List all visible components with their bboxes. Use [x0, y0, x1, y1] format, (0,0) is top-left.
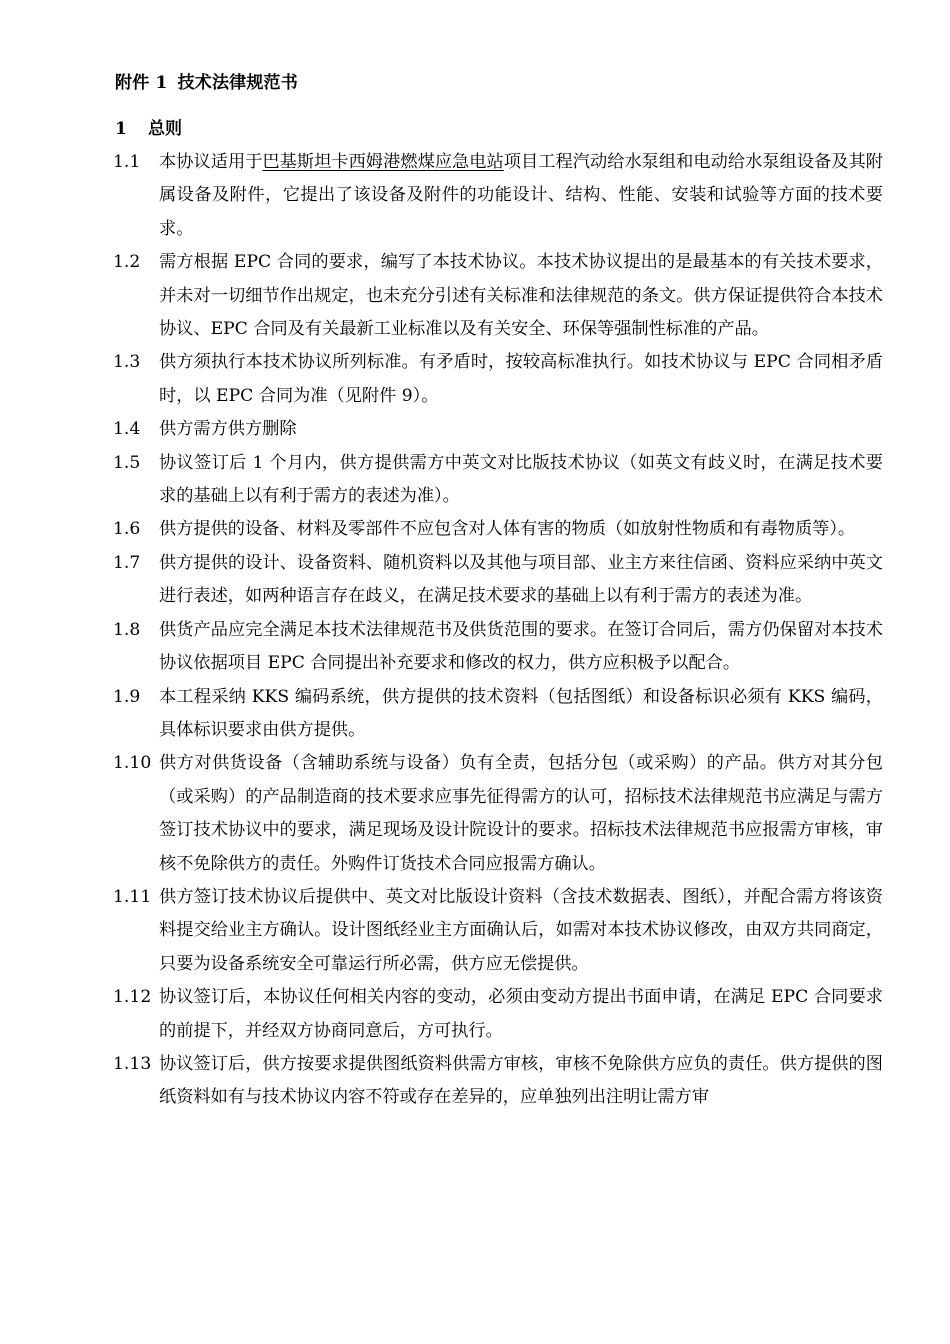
clause-number: 1.7: [113, 552, 141, 573]
clause-item: [113, 346, 883, 413]
clause-text: 需方根据 EPC 合同的要求，编写了本技术协议。本技术协议提出的是最基本的有关技术要求，并未对一切细节作出规定，也未充分引述有关标准和法律规范的条文。供方保证提供符合本技术协议、EPC 合同及有关最新工业标准以及有关安全、环保等强制性标准的产品。: [159, 252, 883, 340]
clause-text: 供方签订技术协议后提供中、英文对比版设计资料（含技术数据表、图纸），并配合需方将该资料提交给业主方确认。设计图纸经业主方面确认后，如需对本技术协议修改，由双方共同商定，只要为设备系统安全可靠运行所必需，供方应无偿提供。: [159, 886, 883, 974]
clause-item: [113, 447, 883, 514]
clause-text: 供方须执行本技术协议所列标准。有矛盾时，按较高标准执行。如技术协议与 EPC 合同相矛盾时，以 EPC 合同为准（见附件 9）。: [159, 352, 883, 406]
clause-text: 供方对供货设备（含辅助系统与设备）负有全责，包括分包（或采购）的产品。供方对其分包（或采购）的产品制造商的技术要求应事先征得需方的认可，招标技术法律规范书应满足与需方签订技术协议中的要求，满足现场及设计院设计的要求。招标技术法律规范书应报需方审核，审核不免除供方的责任。外购件订货技术合同应报需方确认。: [159, 753, 883, 874]
section-number: 1: [115, 119, 127, 139]
clause-number: 1.4: [113, 419, 141, 440]
clause-number: 1.2: [113, 252, 141, 273]
clause-text: 供方需方供方删除: [159, 419, 297, 440]
clause-item: [113, 881, 883, 981]
clause-item: [113, 246, 883, 346]
section-heading: [115, 114, 182, 139]
clause-number: 1.13: [113, 1053, 152, 1074]
clause-text: 供方提供的设备、材料及零部件不应包含对人体有害的物质（如放射性物质和有毒物质等）。: [159, 519, 856, 540]
clause-text-lead: 本协议适用于: [159, 152, 263, 172]
clause-number: 1.10: [113, 753, 152, 774]
clause-text: 供货产品应完全满足本技术法律规范书及供货范围的要求。在签订合同后，需方仍保留对本技术协议依据项目 EPC 合同提出补充要求和修改的权力，供方应积极予以配合。: [159, 619, 883, 674]
clause-number: 1.9: [113, 686, 141, 707]
clause-item: [113, 614, 883, 681]
document-title-prefix: 附件 1: [115, 73, 168, 93]
clause-number: 1.8: [113, 619, 141, 640]
clause-text: 协议签订后 1 个月内，供方提供需方中英文对比版技术协议（如英文有歧义时，在满足技术要求的基础上以有利于需方的表述为准）。: [159, 452, 883, 507]
clause-number: 1.6: [113, 519, 141, 540]
clause-item: [113, 981, 883, 1048]
clause-item: [113, 747, 883, 881]
section-title: 总则: [148, 119, 182, 139]
clause-item: [113, 513, 883, 546]
clause-number: 1.11: [113, 886, 152, 907]
clause-text: 供方提供的设计、设备资料、随机资料以及其他与项目部、业主方来往信函、资料应采纳中英文进行表述，如两种语言存在歧义，在满足技术要求的基础上以有利于需方的表述为准。: [159, 552, 883, 607]
document-title: [115, 68, 298, 93]
project-name-underlined: 巴基斯坦卡西姆港燃煤应急电站: [262, 152, 504, 172]
clause-text: 协议签订后，本协议任何相关内容的变动，必须由变动方提出书面申请，在满足 EPC 合同要求的前提下，并经双方协商同意后，方可执行。: [159, 987, 883, 1041]
clause-number: 1.1: [113, 152, 141, 172]
clause-item: [113, 1048, 883, 1115]
document-title-text: 技术法律规范书: [177, 73, 298, 93]
clause-item: [113, 146, 883, 246]
clause-text: [159, 146, 883, 246]
clause-number: 1.5: [113, 452, 141, 473]
clause-number: 1.12: [113, 987, 152, 1008]
clause-number: 1.3: [113, 352, 141, 373]
clause-item: [113, 681, 883, 748]
clause-text-rest: 项目工程汽动给水泵组和电动给水泵组设备及其附属设备及附件，它提出了该设备及附件的功能设计、结构、性能、安装和试验等方面的技术要求。: [159, 152, 883, 239]
clause-item: [113, 413, 883, 446]
clause-item: [113, 547, 883, 614]
clause-text: 本工程采纳 KKS 编码系统，供方提供的技术资料（包括图纸）和设备标识必须有 KKS 编码，具体标识要求由供方提供。: [159, 686, 883, 740]
clause-text: 协议签订后，供方按要求提供图纸资料供需方审核，审核不免除供方应负的责任。供方提供的图纸资料如有与技术协议内容不符或存在差异的，应单独列出注明让需方审: [159, 1053, 883, 1108]
clause-list: [113, 146, 883, 1115]
